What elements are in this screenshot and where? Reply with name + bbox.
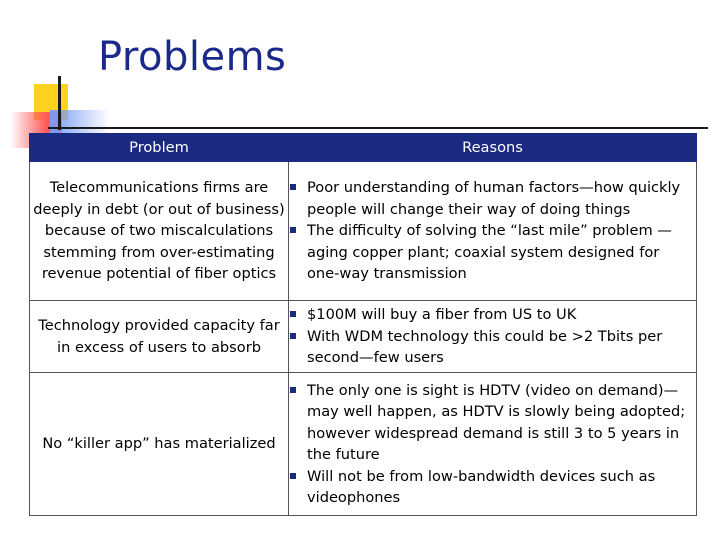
reason-text: The only one is sight is HDTV (video on demand)—may well happen, as HDTV is slowly being adopted; however widespread demand is still 3 to 5 years in the future [307,381,686,463]
reason-list [289,380,696,509]
reason-list [289,304,696,369]
reason-list [289,177,696,285]
slide-title: Problems [98,34,287,80]
reason-text: The difficulty of solving the “last mile” problem —aging copper plant; coaxial system designed for one-way transmission [307,222,672,283]
reasons-cell [289,373,697,516]
square-bullet-icon [290,311,296,317]
decorative-vertical-line [58,76,61,130]
reason-item [289,177,696,220]
square-bullet-icon [290,473,296,479]
reason-text: With WDM technology this could be >2 Tbits per second—few users [307,327,663,367]
problem-cell: No “killer app” has materialized [30,373,289,516]
header-reasons: Reasons [289,134,697,162]
square-bullet-icon [290,387,296,393]
table-row [30,301,697,373]
reason-item [289,326,696,369]
table-row [30,162,697,301]
reason-text: $100M will buy a fiber from US to UK [307,306,577,324]
reason-item [289,380,696,466]
square-bullet-icon [290,227,296,233]
header-problem: Problem [30,134,289,162]
table-header-row [30,134,697,162]
problem-cell: Technology provided capacity far in excess of users to absorb [30,301,289,373]
square-bullet-icon [290,333,296,339]
reason-item [289,466,696,509]
reason-item [289,304,696,326]
table-row [30,373,697,516]
problem-cell: Telecommunications firms are deeply in debt (or out of business) because of two miscalculations stemming from over-estimating revenue potential of fiber optics [30,162,289,301]
square-bullet-icon [290,184,296,190]
reason-text: Will not be from low-bandwidth devices such as videophones [307,467,656,506]
problems-table [29,133,697,516]
reason-item [289,220,696,285]
reasons-cell [289,301,697,373]
title-underline [48,127,708,129]
reason-text: Poor understanding of human factors—how quickly people will change their way of doing things [307,179,681,218]
reasons-cell [289,162,697,301]
